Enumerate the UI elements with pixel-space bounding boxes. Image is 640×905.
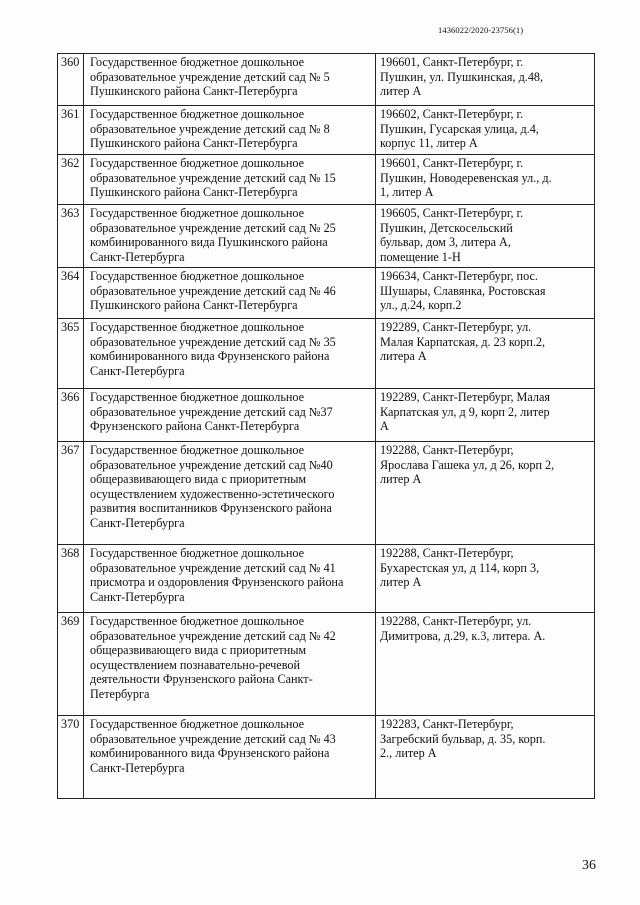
institution-address: 196634, Санкт-Петербург, пос. Шушары, Славянка, Ростовская ул., д.24, корп.2 xyxy=(380,269,546,313)
institution-name: Государственное бюджетное дошкольное образовательное учреждение детский сад № 46 Пушкинского района Санкт-Петербурга xyxy=(90,269,336,313)
institution-address: 196605, Санкт-Петербург, г. Пушкин, Детскосельский бульвар, дом 3, литера А, помещение 1-Н xyxy=(380,206,524,264)
institution-address: 196602, Санкт-Петербург, г. Пушкин, Гусарская улица, д.4, корпус 11, литер А xyxy=(380,107,539,151)
row-number: 366 xyxy=(58,389,84,442)
institution-name: Государственное бюджетное дошкольное образовательное учреждение детский сад № 41 присмотра и оздоровления Фрунзенского района Санкт-Петербурга xyxy=(90,546,344,604)
row-number: 364 xyxy=(58,268,84,319)
institution-name: Государственное бюджетное дошкольное образовательное учреждение детский сад №40 общеразвивающего вида с приоритетным осуществлением художественно-эстетического развития воспитанников Фрунзенского района Санкт-Петербурга xyxy=(90,443,335,530)
institution-address: 192288, Санкт-Петербург, ул. Димитрова, д.29, к.3, литера. А. xyxy=(380,614,546,643)
institution-address: 192288, Санкт-Петербург, Бухарестская ул, д 114, корп 3, литер А xyxy=(380,546,540,590)
institution-name: Государственное бюджетное дошкольное образовательное учреждение детский сад № 43 комбинированного вида Фрунзенского района Санкт-Петербурга xyxy=(90,717,336,775)
row-number: 370 xyxy=(58,716,84,799)
table-row xyxy=(58,268,595,319)
institution-address: 192289, Санкт-Петербург, Малая Карпатская ул, д 9, корп 2, литер А xyxy=(380,390,550,434)
institution-name: Государственное бюджетное дошкольное образовательное учреждение детский сад №37 Фрунзенского района Санкт-Петербурга xyxy=(90,390,333,434)
institution-name: Государственное бюджетное дошкольное образовательное учреждение детский сад № 35 комбинированного вида Фрунзенского района Санкт-Петербурга xyxy=(90,320,336,378)
institution-address: 196601, Санкт-Петербург, г. Пушкин, ул. Пушкинская, д.48, литер А xyxy=(380,55,544,99)
row-number: 367 xyxy=(58,442,84,545)
row-number: 369 xyxy=(58,613,84,716)
table-row xyxy=(58,613,595,716)
institution-name: Государственное бюджетное дошкольное образовательное учреждение детский сад № 5 Пушкинского района Санкт-Петербурга xyxy=(90,55,330,99)
document-id: 1436022/2020-23756(1) xyxy=(438,25,524,35)
institution-name: Государственное бюджетное дошкольное образовательное учреждение детский сад № 15 Пушкинского района Санкт-Петербурга xyxy=(90,156,336,200)
row-number: 368 xyxy=(58,545,84,613)
page-number: 36 xyxy=(582,858,596,873)
row-number: 363 xyxy=(58,205,84,268)
institution-name: Государственное бюджетное дошкольное образовательное учреждение детский сад № 42 общеразвивающего вида с приоритетным осуществлением познавательно-речевой деятельности Фрунзенского района Санкт- Петербурга xyxy=(90,614,336,701)
row-number: 362 xyxy=(58,155,84,205)
institution-address: 192289, Санкт-Петербург, ул. Малая Карпатская, д. 23 корп.2, литера А xyxy=(380,320,546,364)
row-number: 360 xyxy=(58,54,84,106)
table-row xyxy=(58,106,595,155)
registry-table xyxy=(57,53,595,799)
table-row xyxy=(58,54,595,106)
table-row xyxy=(58,389,595,442)
table-row xyxy=(58,155,595,205)
table-row xyxy=(58,319,595,389)
table-row xyxy=(58,442,595,545)
institution-name: Государственное бюджетное дошкольное образовательное учреждение детский сад № 8 Пушкинского района Санкт-Петербурга xyxy=(90,107,330,151)
institution-address: 192283, Санкт-Петербург, Загребский бульвар, д. 35, корп. 2., литер А xyxy=(380,717,546,761)
table-row xyxy=(58,205,595,268)
table-row xyxy=(58,716,595,799)
institution-name: Государственное бюджетное дошкольное образовательное учреждение детский сад № 25 комбинированного вида Пушкинского района Санкт-Петербурга xyxy=(90,206,336,264)
institution-address: 192288, Санкт-Петербург, Ярослава Гашека ул, д 26, корп 2, литер А xyxy=(380,443,555,487)
row-number: 365 xyxy=(58,319,84,389)
institution-address: 196601, Санкт-Петербург, г. Пушкин, Новодеревенская ул., д. 1, литер А xyxy=(380,156,552,200)
table-row xyxy=(58,545,595,613)
row-number: 361 xyxy=(58,106,84,155)
